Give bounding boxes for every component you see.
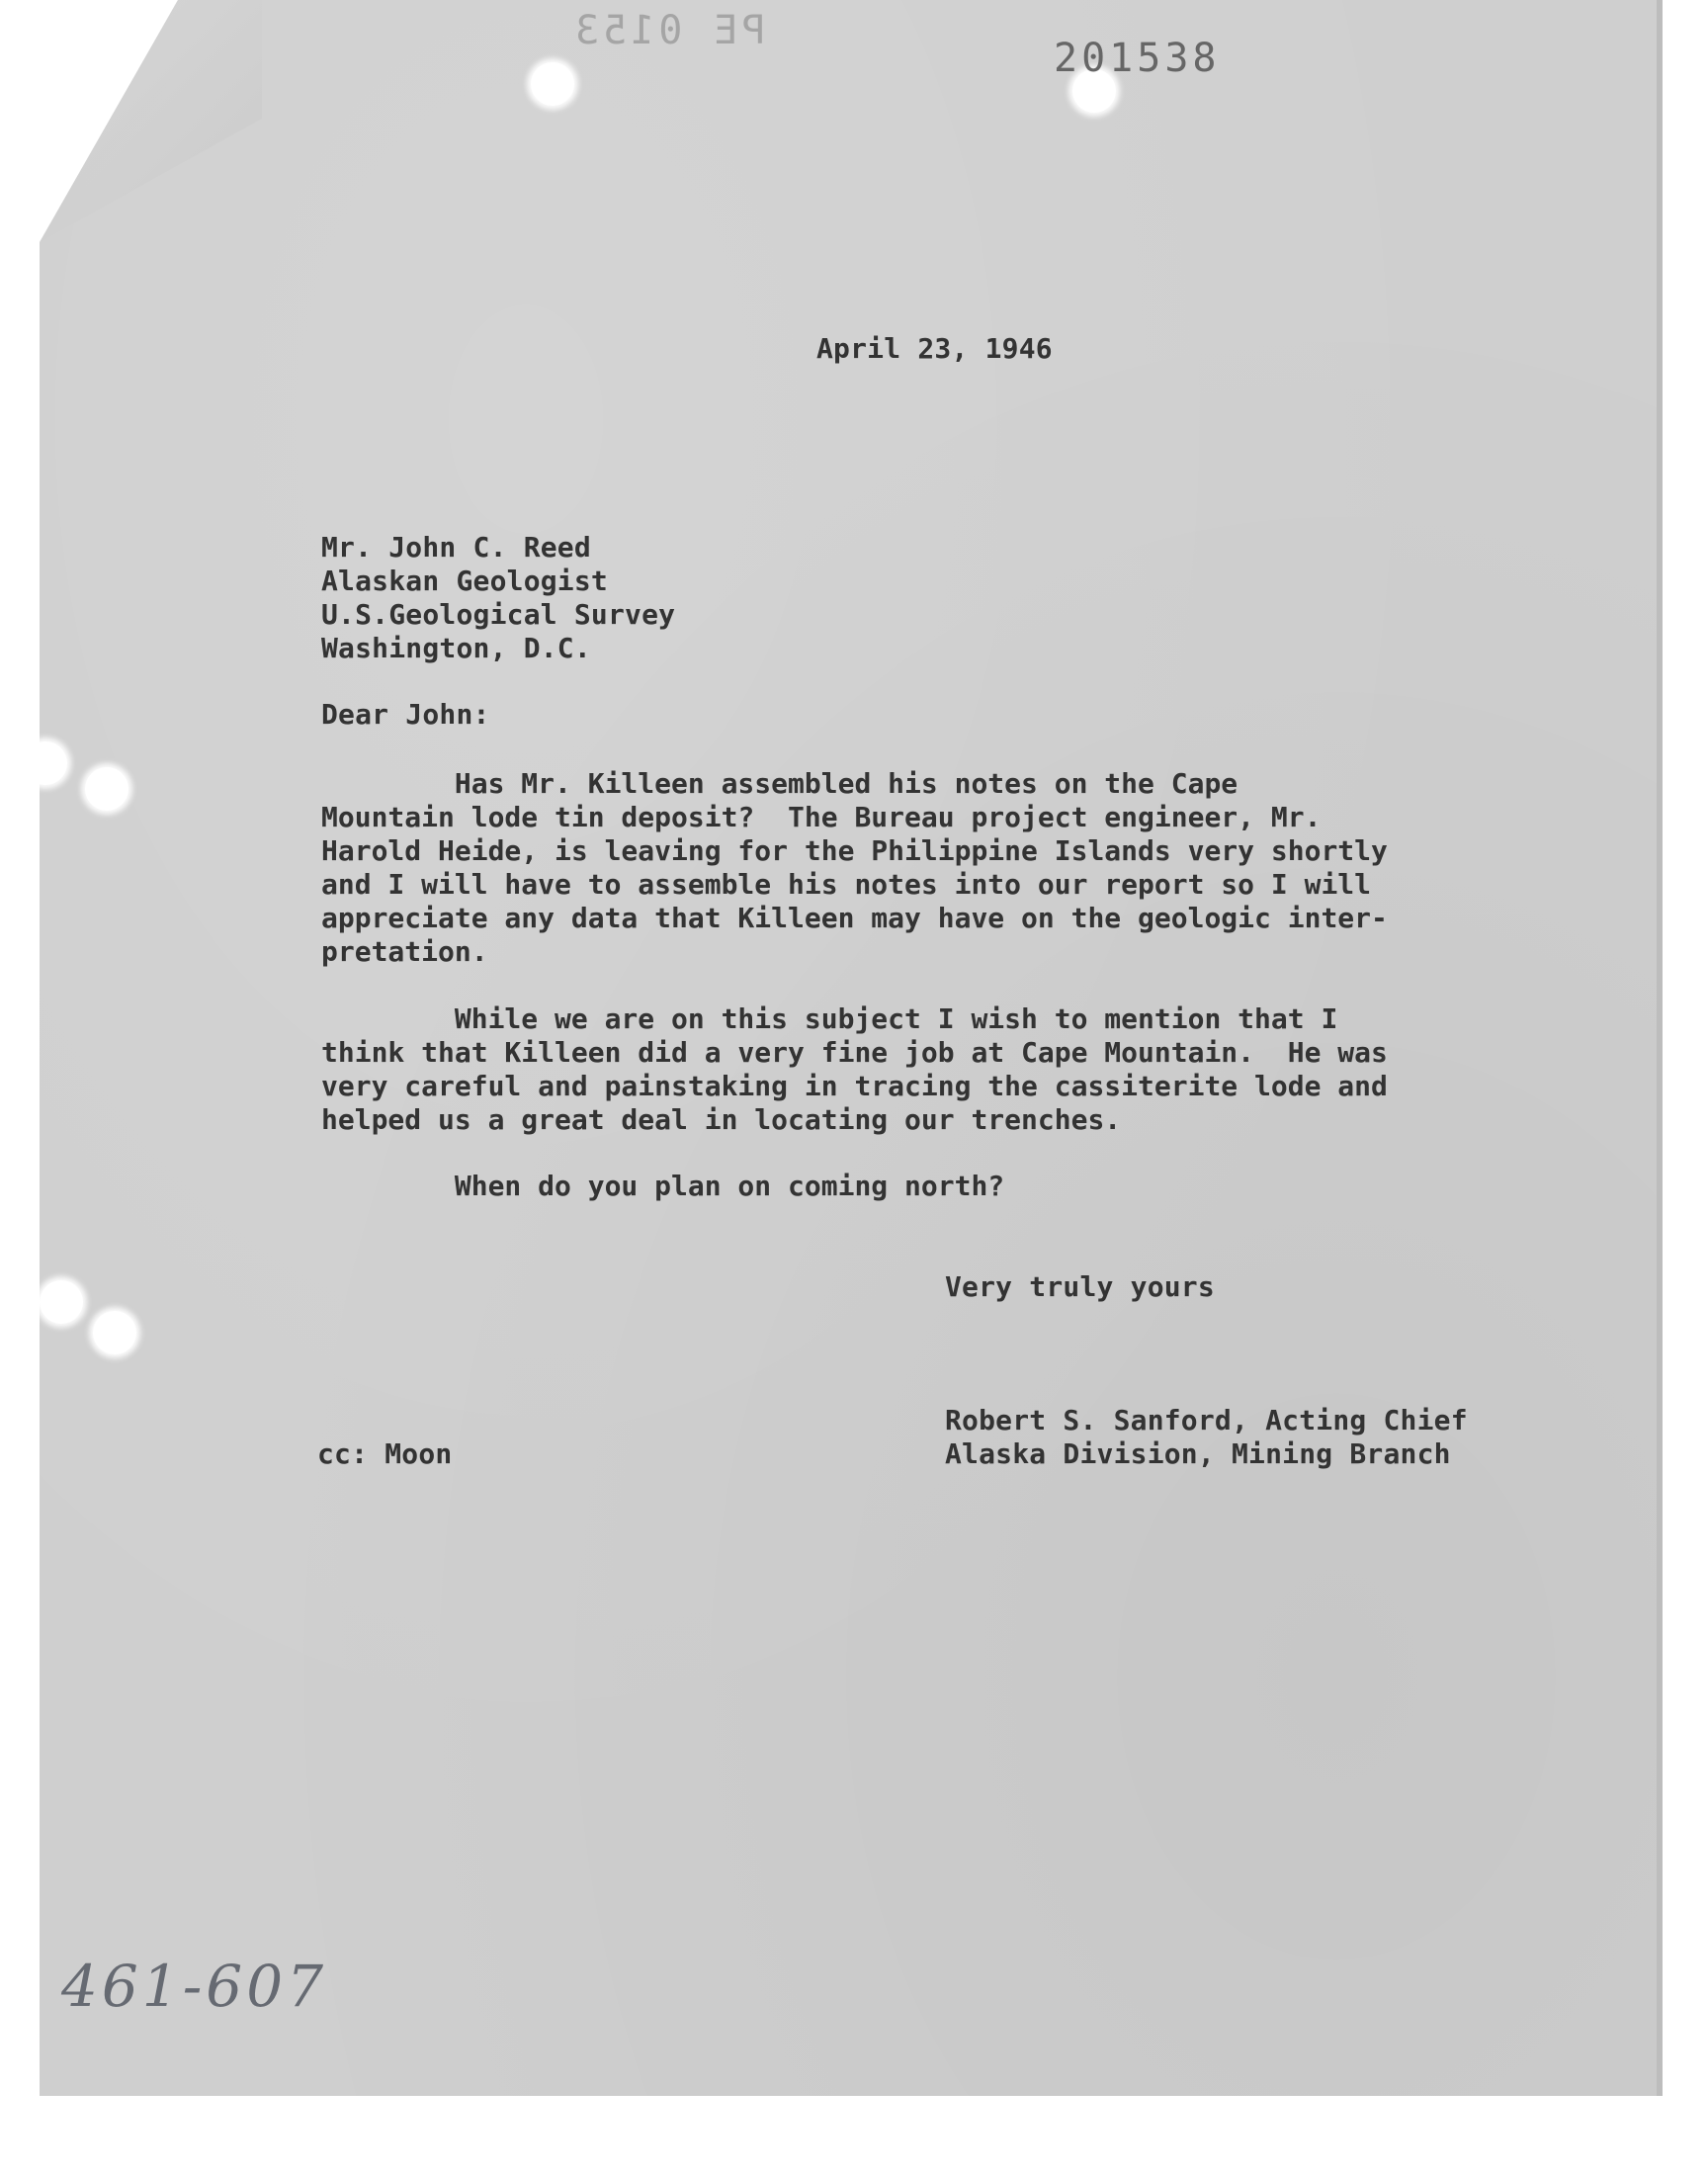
punch-hole [93, 1311, 136, 1354]
punch-hole [85, 767, 128, 811]
closing: Very truly yours [945, 1270, 1215, 1303]
address-line: Washington, D.C. [321, 632, 591, 664]
paragraph-line: While we are on this subject I wish to mention that I [321, 1002, 1338, 1035]
letter-date: April 23, 1946 [816, 332, 1053, 365]
paragraph-line: When do you plan on coming north? [321, 1170, 1005, 1202]
signature-line: Robert S. Sanford, Acting Chief [945, 1404, 1468, 1436]
punch-hole [531, 62, 574, 106]
paragraph-line: helped us a great deal in locating our trenches. [321, 1103, 1122, 1136]
address-line: Mr. John C. Reed [321, 531, 591, 564]
sheet-edge [1657, 0, 1663, 2096]
signature-line: Alaska Division, Mining Branch [945, 1437, 1451, 1470]
punch-hole [24, 741, 67, 785]
paragraph-line: very careful and painstaking in tracing the cassiterite lode and [321, 1070, 1388, 1102]
paragraph-line: Mountain lode tin deposit? The Bureau project engineer, Mr. [321, 801, 1322, 833]
punch-hole [40, 1280, 83, 1324]
faint-stamp-number: PE 0153 [571, 8, 766, 53]
document-number-stamp: 201538 [1054, 36, 1221, 81]
paragraph-line: appreciate any data that Killeen may have on the geologic inter- [321, 902, 1388, 934]
handwritten-file-number: 461-607 [61, 1953, 328, 2020]
paragraph-line: Harold Heide, is leaving for the Philippine Islands very shortly [321, 834, 1388, 867]
paragraph-line: pretation. [321, 935, 488, 968]
paragraph-line: and I will have to assemble his notes into our report so I will [321, 868, 1372, 901]
address-line: Alaskan Geologist [321, 565, 608, 597]
address-line: U.S.Geological Survey [321, 598, 676, 631]
paragraph-line: Has Mr. Killeen assembled his notes on the Cape [321, 767, 1238, 800]
cc-line: cc: Moon [317, 1437, 453, 1470]
paragraph-line: think that Killeen did a very fine job at Cape Mountain. He was [321, 1036, 1388, 1069]
salutation: Dear John: [321, 698, 490, 731]
